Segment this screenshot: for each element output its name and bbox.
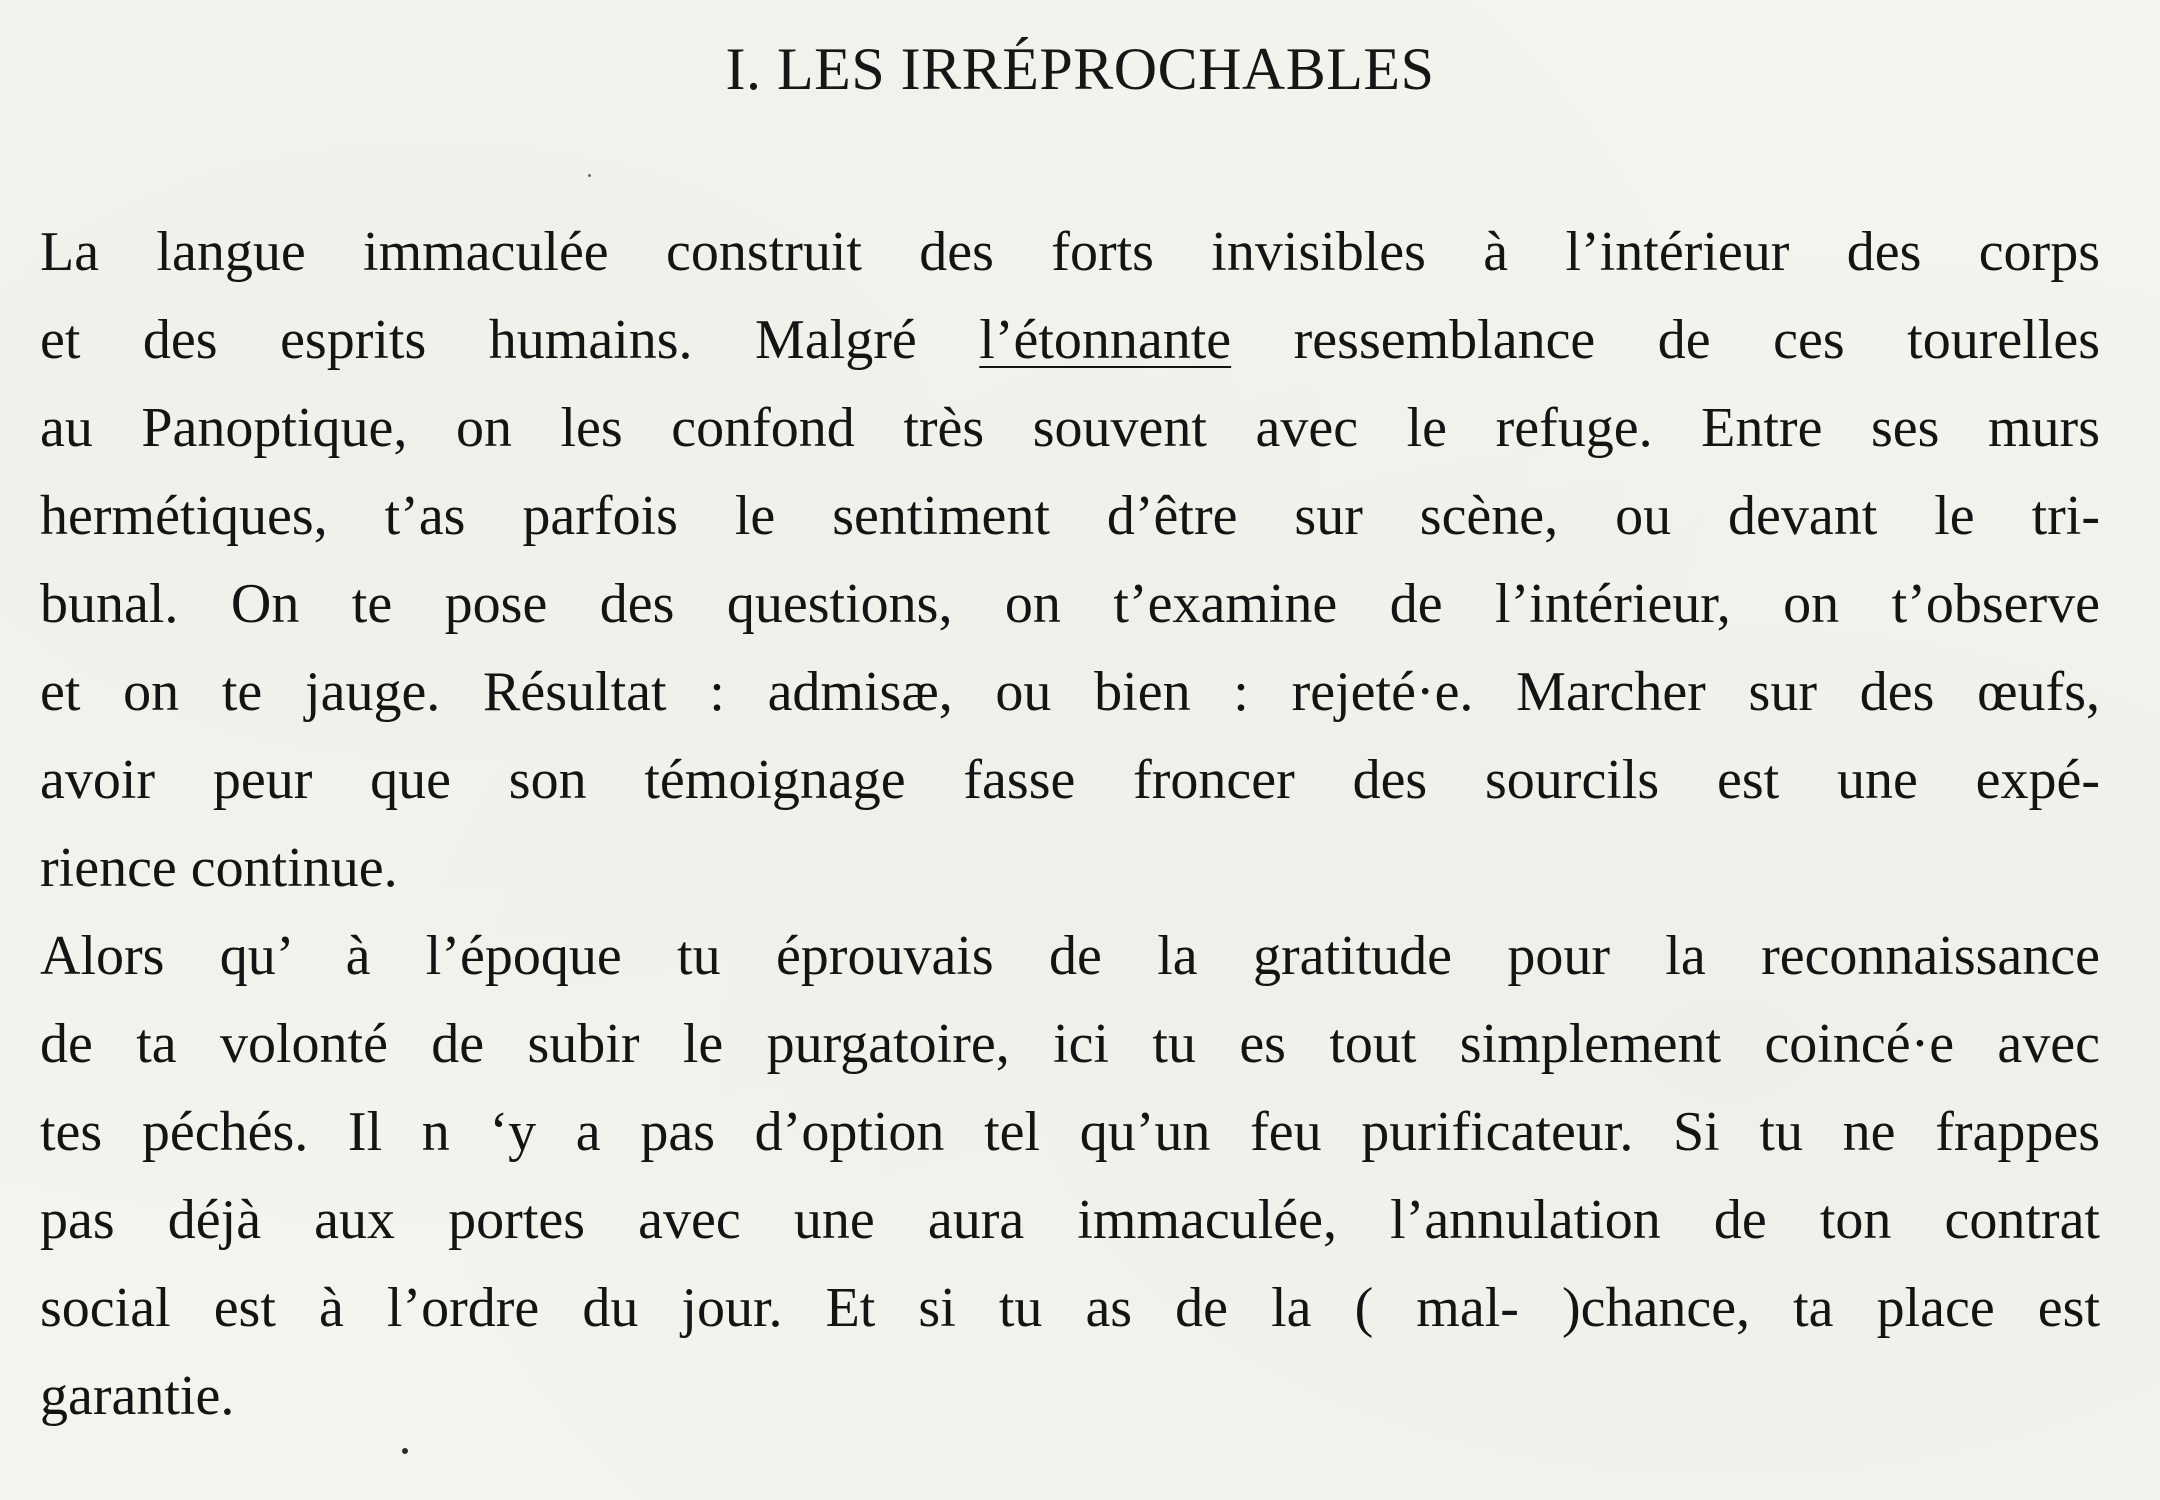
paragraph-line: hermétiques, t’as parfois le sentiment d’être sur scène, ou devant le tri- bbox=[40, 485, 2100, 547]
line-text: ressemblance de ces tourelles bbox=[1231, 309, 2100, 371]
paragraph-line: et on te jauge. Résultat : admisæ, ou bien : rejeté·e. Marcher sur des œufs, bbox=[40, 661, 2100, 723]
ink-speck bbox=[402, 1448, 408, 1454]
paragraph-line: garantie. bbox=[40, 1365, 235, 1427]
paragraph-line: au Panoptique, on les confond très souvent avec le refuge. Entre ses murs bbox=[40, 397, 2100, 459]
paragraph-line: bunal. On te pose des questions, on t’examine de l’intérieur, on t’observe bbox=[40, 573, 2100, 635]
paragraph-line bbox=[40, 296, 2100, 384]
paragraph-line: de ta volonté de subir le purgatoire, ici tu es tout simplement coincé·e avec bbox=[40, 1013, 2100, 1075]
underlined-word: l’étonnante bbox=[979, 309, 1232, 371]
chapter-title: I. LES IRRÉPROCHABLES bbox=[725, 36, 1435, 102]
line-text: et des esprits humains. Malgré bbox=[40, 309, 980, 371]
paragraph-line: La langue immaculée construit des forts invisibles à l’intérieur des corps bbox=[40, 221, 2100, 283]
paragraph-line: Alors qu’ à l’époque tu éprouvais de la gratitude pour la reconnaissance bbox=[40, 925, 2100, 987]
ink-speck bbox=[588, 174, 591, 177]
paragraph-line: avoir peur que son témoignage fasse froncer des sourcils est une expé- bbox=[40, 749, 2100, 811]
paragraph-line: social est à l’ordre du jour. Et si tu as de la ( mal- )chance, ta place est bbox=[40, 1277, 2100, 1339]
paragraph-line: pas déjà aux portes avec une aura immaculée, l’annulation de ton contrat bbox=[40, 1189, 2100, 1251]
paragraph-line: rience continue. bbox=[40, 837, 398, 899]
paragraph-line: tes péchés. Il n ‘y a pas d’option tel qu’un feu purificateur. Si tu ne frappes bbox=[40, 1101, 2100, 1163]
